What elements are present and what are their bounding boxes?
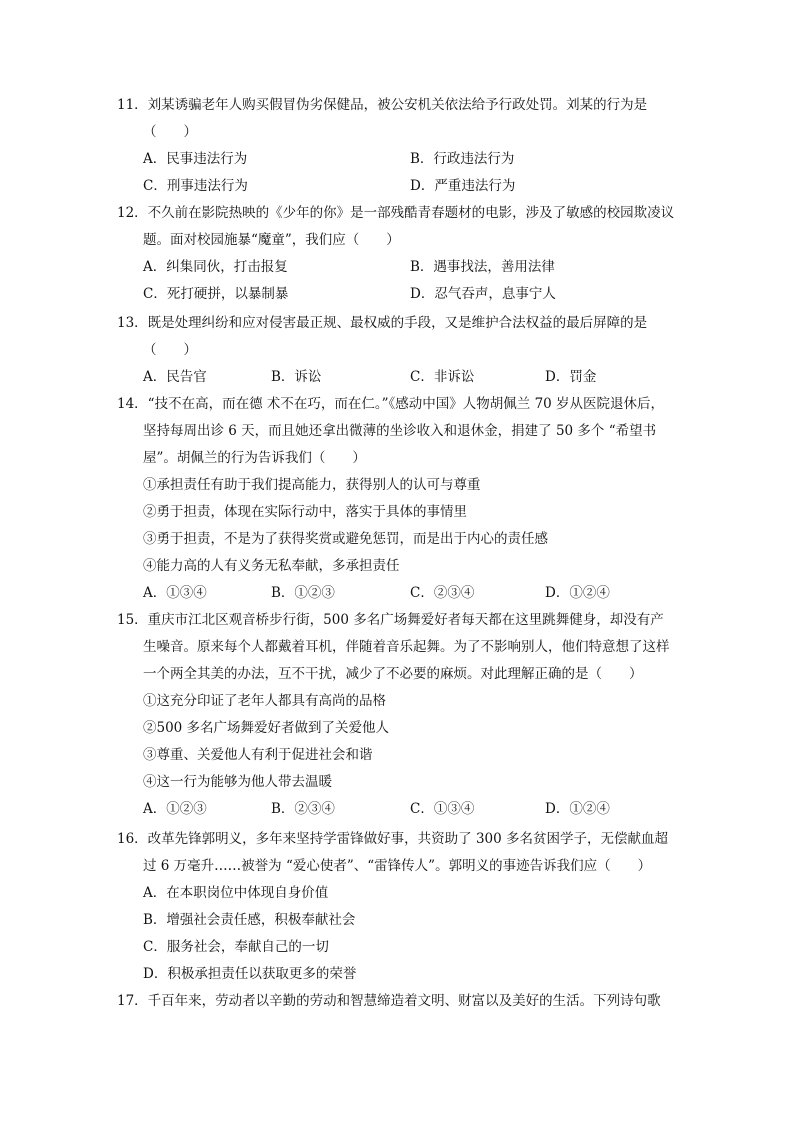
question-11	[117, 92, 677, 200]
statement-3: ③勇于担责，不是为了获得奖赏或避免惩罚，而是出于内心的责任感	[143, 531, 548, 547]
question-stem: 13．既是处理纠纷和应对侵害最正规、最权威的手段，又是维护合法权益的最后屏障的是（ ）	[117, 315, 648, 358]
option-c[interactable]: C．②③④	[410, 585, 475, 601]
options-row	[117, 254, 677, 281]
option-d[interactable]: D．①②④	[545, 585, 610, 601]
question-14	[117, 391, 677, 607]
option-a[interactable]: A．纠集同伙，打击报复	[143, 259, 288, 275]
option-b[interactable]: B．行政违法行为	[410, 151, 515, 167]
option-b[interactable]: B．①②③	[271, 585, 335, 601]
option-d[interactable]: D．严重违法行为	[410, 178, 516, 194]
question-12	[117, 200, 677, 308]
options-row	[117, 281, 677, 308]
option-c[interactable]: C．①③④	[410, 801, 475, 817]
question-stem: 16．改革先锋郭明义，多年来坚持学雷锋做好事，共资助了 300 多名贫困学子，无偿献血超过 6 万毫升……被誉为 “爱心使者”、“雷锋传人”。郭明义的事迹告诉我们应（ ）	[117, 831, 669, 874]
question-16	[117, 826, 677, 988]
option-c[interactable]: C．服务社会，奉献自己的一切	[143, 939, 329, 955]
options-row	[117, 364, 677, 391]
option-a[interactable]: A．①③④	[143, 585, 207, 601]
question-stem: 17．千百年来，劳动者以辛勤的劳动和智慧缔造着文明、财富以及美好的生活。下列诗句歌	[117, 993, 661, 1009]
option-b[interactable]: B．增强社会责任感，积极奉献社会	[143, 912, 356, 928]
options-row	[117, 146, 677, 173]
option-d[interactable]: D．罚金	[545, 369, 597, 385]
option-a[interactable]: A．民事违法行为	[143, 151, 248, 167]
option-a[interactable]: A．民告官	[143, 369, 207, 385]
statement-4: ④能力高的人有义务无私奉献，多承担责任	[143, 558, 400, 574]
question-stem: 15．重庆市江北区观音桥步行街，500 多名广场舞爱好者每天都在这里跳舞健身，却没有产生噪音。原来每个人都戴着耳机，伴随着音乐起舞。为了不影响别人，他们特意想了这样一个两全其美的办法，互不干扰，减少了不必要的麻烦。对此理解正确的是（ ）	[117, 612, 670, 682]
option-a[interactable]: A．①②③	[143, 801, 207, 817]
option-c[interactable]: C．刑事违法行为	[143, 178, 248, 194]
option-a[interactable]: A．在本职岗位中体现自身价值	[143, 885, 329, 901]
question-13	[117, 310, 677, 391]
option-b[interactable]: B．②③④	[271, 801, 335, 817]
option-d[interactable]: D．忍气吞声，息事宁人	[410, 286, 556, 302]
question-stem: 11．刘某诱骗老年人购买假冒伪劣保健品，被公安机关依法给予行政处罚。刘某的行为是（ ）	[117, 97, 648, 140]
statement-1: ①这充分印证了老年人都具有高尚的品格	[143, 693, 386, 709]
statement-2: ②500 多名广场舞爱好者做到了关爱他人	[143, 720, 390, 736]
option-d[interactable]: D．积极承担责任以获取更多的荣誉	[143, 966, 357, 982]
options-row	[117, 580, 677, 607]
option-b[interactable]: B．遇事找法，善用法律	[410, 259, 555, 275]
question-stem: 14．“技不在高，而在德 术不在巧，而在仁。”《感动中国》人物胡佩兰 70 岁从医院退休后，坚持每周出诊 6 天，而且她还拿出微薄的坐诊收入和退休金，捐建了 50 多个 “希望书屋”。胡佩兰的行为告诉我们（ ）	[117, 396, 665, 466]
options-row	[117, 796, 677, 823]
statement-2: ②勇于担责，体现在实际行动中，落实于具体的事情里	[143, 504, 467, 520]
question-15	[117, 607, 677, 823]
option-d[interactable]: D．①②④	[545, 801, 610, 817]
options-row	[117, 173, 677, 200]
option-c[interactable]: C．非诉讼	[410, 369, 475, 385]
statement-1: ①承担责任有助于我们提高能力，获得别人的认可与尊重	[143, 477, 481, 493]
option-b[interactable]: B．诉讼	[271, 369, 322, 385]
option-c[interactable]: C．死打硬拼，以暴制暴	[143, 286, 289, 302]
question-17	[117, 988, 677, 1015]
statement-3: ③尊重、关爱他人有利于促进社会和谐	[143, 747, 373, 763]
statement-4: ④这一行为能够为他人带去温暖	[143, 774, 332, 790]
question-stem: 12．不久前在影院热映的《少年的你》是一部残酷青春题材的电影，涉及了敏感的校园欺凌议题。面对校园施暴“魔童”，我们应（ ）	[117, 205, 675, 248]
